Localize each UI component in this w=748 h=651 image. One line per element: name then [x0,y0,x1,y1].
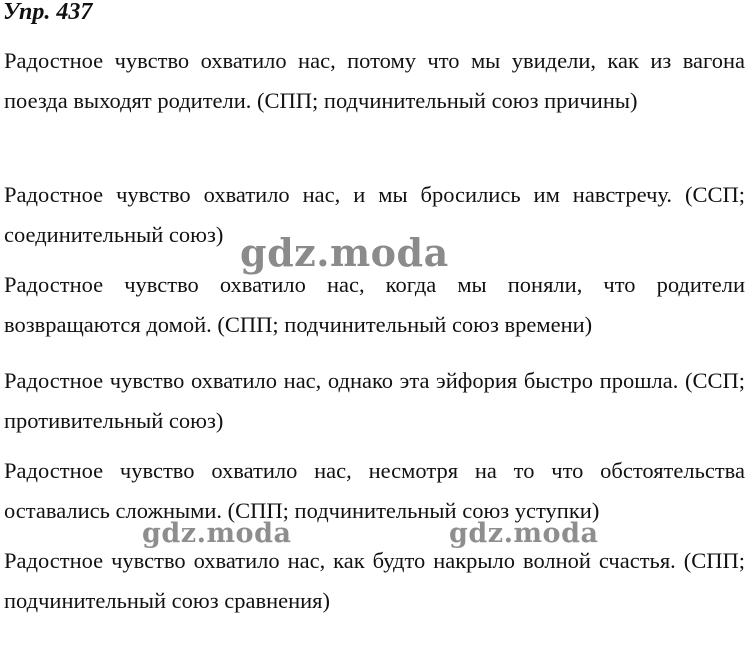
watermark-large: gdz.moda [240,230,449,275]
exercise-heading: Упр. 437 [3,0,93,25]
sentence-paragraph-2: Радостное чувство охватило нас, и мы бросились им навстречу. (ССП; соединительный союз) [4,182,745,247]
sentence-paragraph-3: Радостное чувство охватило нас, когда мы поняли, что родители возвращаются домой. (СПП; подчинительный союз времени) [4,272,745,337]
sentence-paragraph-1: Радостное чувство охватило нас, потому что мы увидели, как из вагона поезда выходят родители. (СПП; подчинительный союз причины) [4,48,745,113]
sentence-paragraph-4: Радостное чувство охватило нас, однако эта эйфория быстро прошла. (ССП; противительный союз) [4,368,745,433]
watermark-right: gdz.moda [449,518,599,549]
sentence-paragraph-6: Радостное чувство охватило нас, как будто накрыло волной счастья. (СПП; подчинительный союз сравнения) [4,548,745,613]
sentence-paragraph-5: Радостное чувство охватило нас, несмотря на то что обстоятельства оставались сложными. (СПП; подчинительный союз уступки) [4,458,745,523]
watermark-left: gdz.moda [142,518,292,549]
